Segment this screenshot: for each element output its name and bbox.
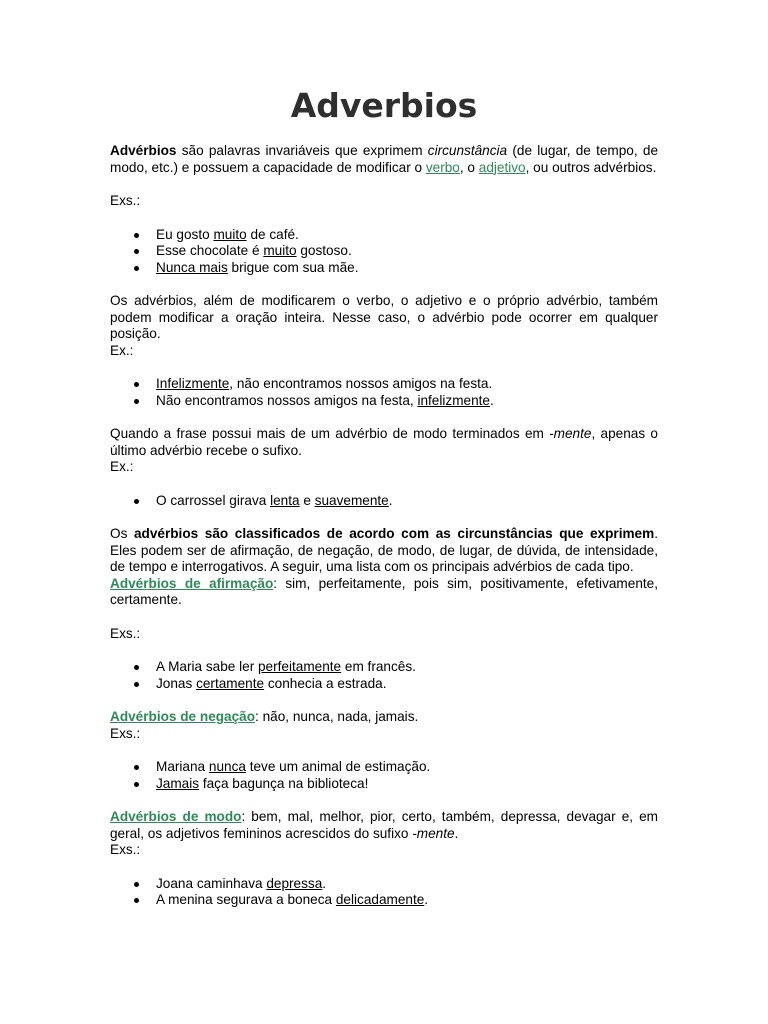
link-adverbios-modo[interactable]: Advérbios de modo xyxy=(110,809,242,824)
list-item: Jamais faça bagunça na biblioteca! xyxy=(156,776,658,793)
example-list-2 xyxy=(110,376,658,409)
list-item: Nunca mais brigue com sua mãe. xyxy=(156,260,658,277)
link-adverbios-afirmacao[interactable]: Advérbios de afirmação xyxy=(110,575,274,591)
list-item: Mariana nunca teve um animal de estimação. xyxy=(156,759,658,776)
intro-text-2: (de lugar, de tempo, de modo, etc.) e possuem a capacidade de modificar o xyxy=(110,143,659,175)
example-list-1 xyxy=(110,227,658,277)
list-item: Não encontramos nossos amigos na festa, infelizmente. xyxy=(156,393,658,410)
list-item: Jonas certamente conhecia a estrada. xyxy=(156,676,658,693)
exs-label-4: Exs.: xyxy=(110,842,141,857)
list-item: A Maria sabe ler perfeitamente em francês. xyxy=(156,659,658,676)
intro-emphasis: circunstância xyxy=(427,143,508,158)
example-list-6 xyxy=(110,876,658,909)
list-item: A menina segurava a boneca delicadamente. xyxy=(156,892,658,909)
list-item: Eu gosto muito de café. xyxy=(156,227,658,244)
link-adverbios-negacao[interactable]: Advérbios de negação xyxy=(110,709,256,724)
exs-label-1: Exs.: xyxy=(110,193,141,208)
intro-text-4: , ou outros advérbios. xyxy=(525,159,657,175)
paragraph-mente-suffix: Quando a frase possui mais de um advérbio de modo terminados em -mente, apenas o último advérbio recebe o sufixo. xyxy=(110,426,658,458)
link-adjetivo[interactable]: adjetivo xyxy=(478,159,526,175)
paragraph-modo: Advérbios de modo: bem, mal, melhor, pior, certo, também, depressa, devagar e, em geral, os adjetivos femininos acrescidos do sufixo -mente. xyxy=(110,809,658,841)
example-list-3 xyxy=(110,493,658,510)
page-title: Adverbios xyxy=(290,86,478,125)
exs-label-3: Exs.: xyxy=(110,725,141,741)
paragraph-negacao: Advérbios de negação: não, nunca, nada, jamais. xyxy=(110,709,419,724)
intro-paragraph xyxy=(110,143,658,176)
intro-text-3: , o xyxy=(459,159,479,175)
paragraph-classification: Os advérbios são classificados de acordo com as circunstâncias que exprimem. Eles podem ser de afirmação, de negação, de modo, de lugar, de dúvida, de intensidade, de tempo e interrogativos. A seguir, uma lista com os principais advérbios de cada tipo. xyxy=(110,526,658,574)
ex-label-1: Ex.: xyxy=(110,342,134,358)
intro-text-1: são palavras invariáveis que exprimem xyxy=(176,143,428,158)
link-verbo[interactable]: verbo xyxy=(425,159,460,175)
exs-label-2: Exs.: xyxy=(110,625,141,641)
list-item: Infelizmente, não encontramos nossos amigos na festa. xyxy=(156,376,658,393)
intro-term: Advérbios xyxy=(110,143,177,158)
example-list-5 xyxy=(110,759,658,792)
list-item: Esse chocolate é muito gostoso. xyxy=(156,243,658,260)
example-list-4 xyxy=(110,659,658,692)
list-item: O carrossel girava lenta e suavemente. xyxy=(156,493,658,510)
paragraph-afirmacao: Advérbios de afirmação: sim, perfeitamente, pois sim, positivamente, efetivamente, certamente. xyxy=(110,575,658,607)
document-body xyxy=(110,80,658,909)
paragraph-sentence-adverbs: Os advérbios, além de modificarem o verbo, o adjetivo e o próprio advérbio, também podem modificar a oração inteira. Nesse caso, o advérbio pode ocorrer em qualquer posição. xyxy=(110,293,658,341)
list-item: Joana caminhava depressa. xyxy=(156,876,658,893)
ex-label-2: Ex.: xyxy=(110,459,134,474)
